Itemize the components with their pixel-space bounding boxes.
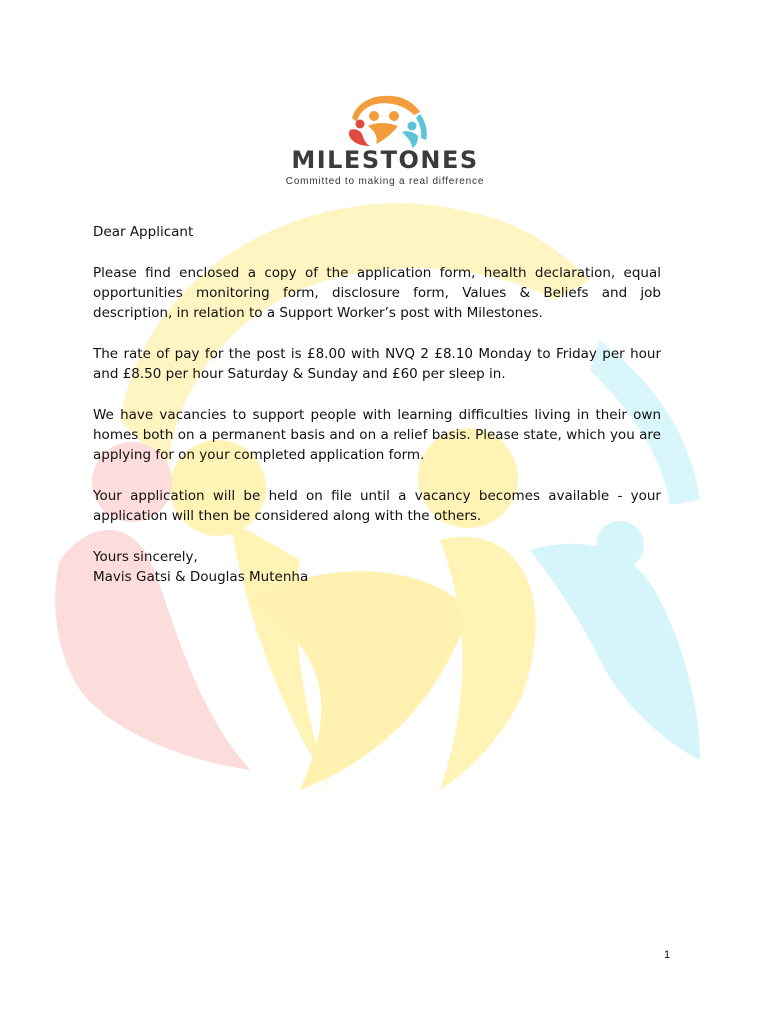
paragraph-rate-of-pay: The rate of pay for the post is £8.00 with NVQ 2 £8.10 Monday to Friday per hour and £8.50 per hour Saturday & Sunday and £60 per sleep in. <box>93 345 661 383</box>
paragraph-enclosures: Please find enclosed a copy of the application form, health declaration, equal opportunities monitoring form, disclosure form, Values & Beliefs and job description, in relation to a Support Worker’s post with Milestones. <box>93 264 661 322</box>
page-number: 1 <box>664 949 671 961</box>
letter-body <box>93 222 661 587</box>
logo-wordmark: MILESTONES <box>291 146 479 174</box>
salutation: Dear Applicant <box>93 224 194 240</box>
paragraph-vacancies: We have vacancies to support people with learning difficulties living in their own homes both on a permanent basis and on a relief basis. Please state, which you are applying for on your completed application form. <box>93 406 661 464</box>
logo-tagline: Committed to making a real difference <box>285 176 485 187</box>
closing: Yours sincerely, <box>93 548 198 565</box>
signature-names: Mavis Gatsi & Douglas Mutenha <box>93 569 309 586</box>
milestones-logo <box>270 88 500 193</box>
people-emblem-icon <box>340 88 430 150</box>
paragraph-application-on-file: Your application will be held on file until a vacancy becomes available - your application will then be considered along with the others. <box>93 487 661 525</box>
